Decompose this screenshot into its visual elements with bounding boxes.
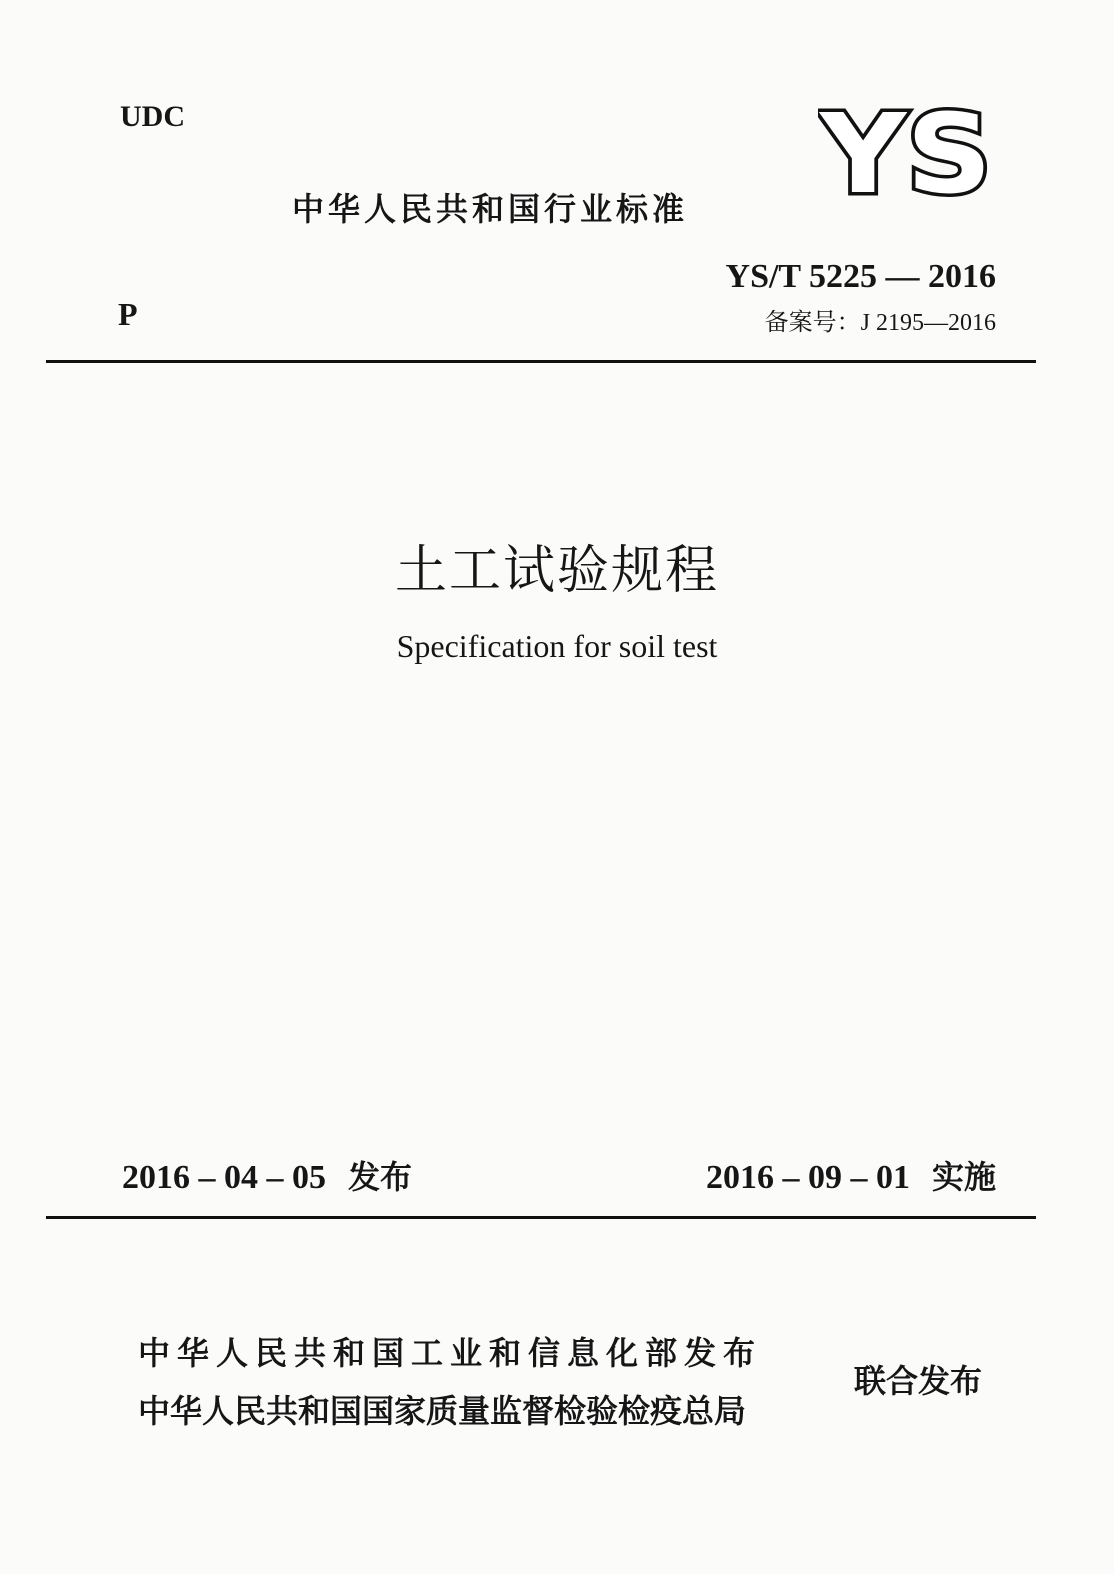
top-divider (46, 360, 1036, 363)
publisher-miit: 中华人民共和国工业和信息化部发布 (138, 1334, 763, 1372)
issue-date-line (122, 1152, 412, 1198)
implementation-date-line (706, 1152, 996, 1198)
industry-standard-title: 中华人民共和国行业标准 (292, 190, 689, 228)
ys-logo (818, 106, 998, 200)
svg-text:YS: YS (818, 106, 992, 200)
publisher-aqsiq: 中华人民共和国国家质量监督检验检疫总局 (138, 1392, 747, 1430)
classification-code: P (118, 296, 138, 332)
document-title-chinese: 土工试验规程 (394, 541, 719, 601)
issue-date: 2016 – 04 – 05 (122, 1159, 326, 1196)
udc-label: UDC (120, 100, 185, 133)
record-number: 备案号：J 2195—2016 (764, 310, 996, 336)
implementation-label: 实施 (931, 1158, 996, 1196)
issue-label: 发布 (348, 1158, 413, 1196)
joint-publication-label: 联合发布 (854, 1362, 983, 1400)
implementation-date: 2016 – 09 – 01 (705, 1159, 910, 1196)
document-title-english: Specification for soil test (396, 628, 718, 664)
standard-number: YS/T 5225 — 2016 (725, 258, 996, 295)
bottom-divider (46, 1216, 1036, 1219)
